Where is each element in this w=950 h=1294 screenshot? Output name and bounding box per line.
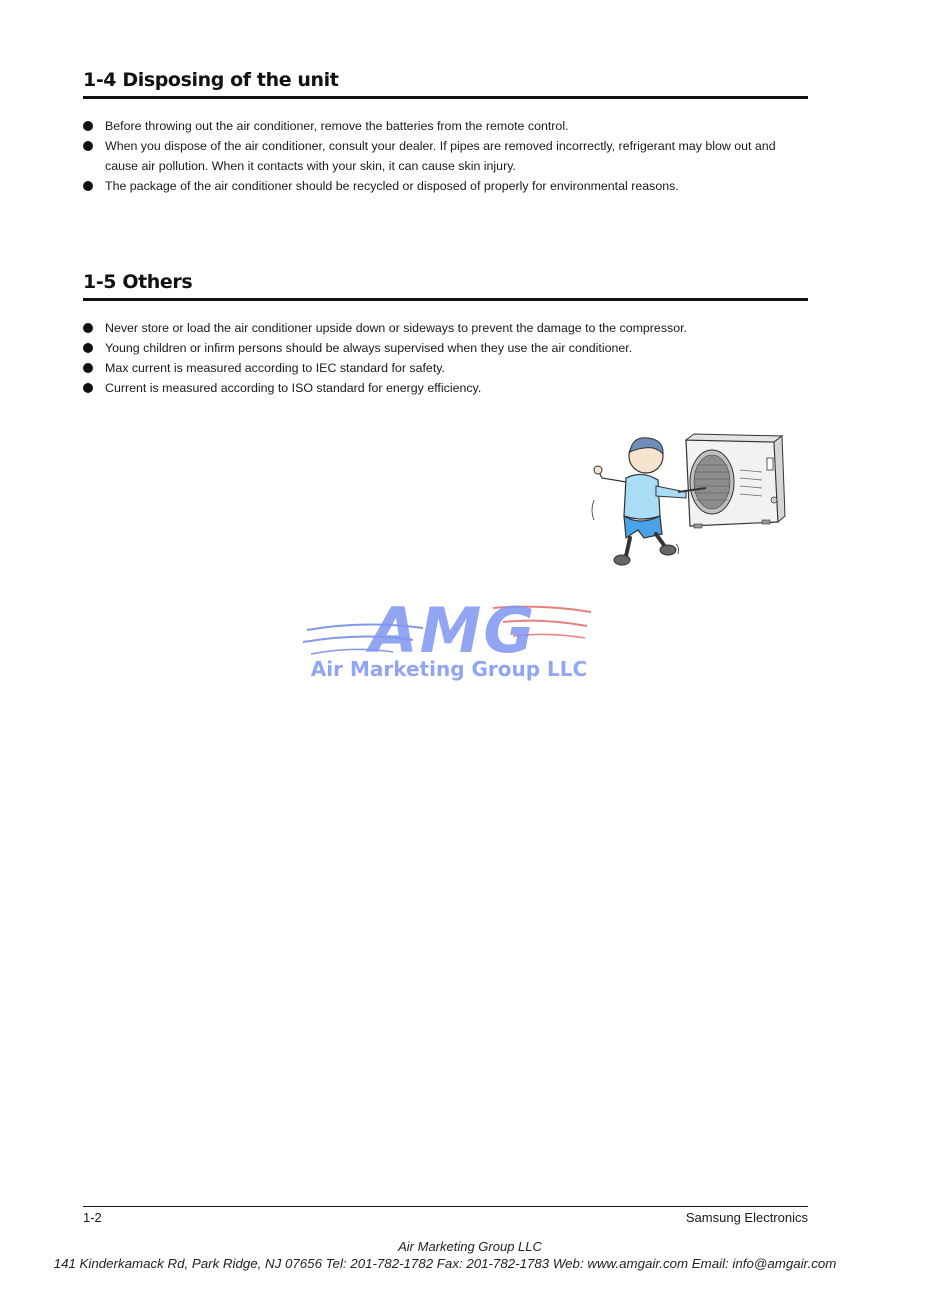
bullet-icon <box>83 383 93 393</box>
list-item-text: Never store or load the air conditioner upside down or sideways to prevent the damage to the compressor. <box>105 321 687 335</box>
contact-company: Air Marketing Group LLC <box>398 1239 542 1254</box>
list-item-text: The package of the air conditioner should be recycled or disposed of properly for environmental reasons. <box>105 179 679 193</box>
page-number: 1-2 <box>83 1210 102 1225</box>
child-touching-outdoor-unit-icon <box>586 430 786 572</box>
section-rule <box>83 96 808 99</box>
amg-logo-watermark <box>303 590 595 686</box>
list-item <box>83 358 808 378</box>
footer-rule <box>83 1206 808 1207</box>
bullet-icon <box>83 181 93 191</box>
list-item-text: Max current is measured according to IEC standard for safety. <box>105 361 445 375</box>
disposing-list <box>83 116 808 196</box>
bullet-icon <box>83 141 93 151</box>
list-item-text: Young children or infirm persons should be always supervised when they use the air conditioner. <box>105 341 633 355</box>
list-item <box>83 338 808 358</box>
logo-tagline: Air Marketing Group LLC <box>310 657 588 681</box>
list-item <box>83 318 808 338</box>
outdoor-unit-icon <box>686 434 785 528</box>
bullet-icon <box>83 363 93 373</box>
logo-text: AMG <box>369 594 537 667</box>
others-list <box>83 318 808 398</box>
list-item-text: Before throwing out the air conditioner, remove the batteries from the remote control. <box>105 119 569 133</box>
section-title-others: 1-5 Others <box>83 271 193 293</box>
list-item <box>83 136 808 176</box>
bullet-icon <box>83 343 93 353</box>
list-item <box>83 176 808 196</box>
section-rule <box>83 298 808 301</box>
bullet-icon <box>83 323 93 333</box>
list-item <box>83 378 808 398</box>
bullet-icon <box>83 121 93 131</box>
section-title-disposing: 1-4 Disposing of the unit <box>83 69 339 91</box>
list-item-text: Current is measured according to ISO standard for energy efficiency. <box>105 381 482 395</box>
footer-brand: Samsung Electronics <box>685 1210 808 1225</box>
contact-address: 141 Kinderkamack Rd, Park Ridge, NJ 07656 Tel: 201-782-1782 Fax: 201-782-1783 Web: www.amgair.com Email: info@amgair.com <box>53 1256 837 1271</box>
list-item <box>83 116 808 136</box>
list-item-text: When you dispose of the air conditioner, consult your dealer. If pipes are removed incorrectly, refrigerant may blow out and cause air pollution. When it contacts with your skin, it can cause skin injury. <box>105 139 776 173</box>
